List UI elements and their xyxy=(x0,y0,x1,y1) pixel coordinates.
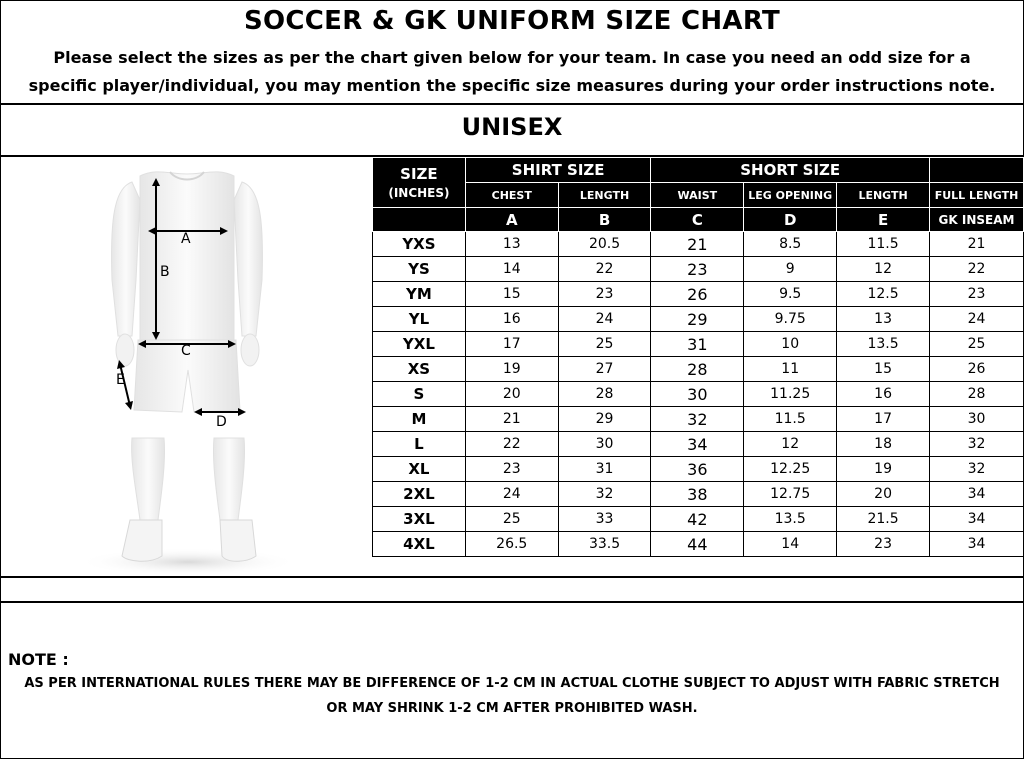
size-cell: M xyxy=(373,407,466,432)
chest-cell: 23 xyxy=(465,457,558,482)
chest-cell: 26.5 xyxy=(465,532,558,557)
gk-inseam-cell: 22 xyxy=(929,257,1023,282)
label-d: D xyxy=(216,414,227,430)
waist-cell: 32 xyxy=(651,407,744,432)
chest-cell: 17 xyxy=(465,332,558,357)
short-length-cell: 13.5 xyxy=(837,332,930,357)
note-line-2: OR MAY SHRINK 1-2 CM AFTER PROHIBITED WASH. xyxy=(326,701,698,716)
label-e: E xyxy=(116,372,125,388)
subheader-leg-opening: LEG OPENING xyxy=(744,183,837,208)
divider xyxy=(0,103,1024,105)
shirt-length-cell: 31 xyxy=(558,457,651,482)
waist-cell: 23 xyxy=(651,257,744,282)
shirt-length-cell: 22 xyxy=(558,257,651,282)
subheader-waist: WAIST xyxy=(651,183,744,208)
shirt-length-cell: 24 xyxy=(558,307,651,332)
leg-opening-cell: 9 xyxy=(744,257,837,282)
gk-inseam-cell: 21 xyxy=(929,232,1023,257)
table-row xyxy=(373,507,1024,532)
leg-opening-cell: 13.5 xyxy=(744,507,837,532)
size-table xyxy=(372,157,1024,557)
table-row xyxy=(373,307,1024,332)
waist-cell: 36 xyxy=(651,457,744,482)
waist-cell: 29 xyxy=(651,307,744,332)
label-c: C xyxy=(181,343,191,359)
short-length-cell: 12 xyxy=(837,257,930,282)
size-header xyxy=(373,158,466,208)
size-header-title: SIZE xyxy=(400,165,438,183)
table-row xyxy=(373,457,1024,482)
short-length-cell: 20 xyxy=(837,482,930,507)
chest-cell: 13 xyxy=(465,232,558,257)
leg-opening-cell: 11.5 xyxy=(744,407,837,432)
size-cell: XS xyxy=(373,357,466,382)
size-cell: YS xyxy=(373,257,466,282)
table-row xyxy=(373,382,1024,407)
shirt-length-cell: 23 xyxy=(558,282,651,307)
waist-cell: 21 xyxy=(651,232,744,257)
leg-opening-cell: 12 xyxy=(744,432,837,457)
subheader-shirt-length: LENGTH xyxy=(558,183,651,208)
letter-a: A xyxy=(465,208,558,232)
leg-opening-cell: 11.25 xyxy=(744,382,837,407)
waist-cell: 31 xyxy=(651,332,744,357)
waist-cell: 26 xyxy=(651,282,744,307)
shirt-length-cell: 25 xyxy=(558,332,651,357)
short-length-cell: 18 xyxy=(837,432,930,457)
note-label: NOTE : xyxy=(8,650,69,669)
label-a: A xyxy=(181,231,191,247)
size-cell: 4XL xyxy=(373,532,466,557)
letter-c: C xyxy=(651,208,744,232)
waist-cell: 38 xyxy=(651,482,744,507)
size-cell: L xyxy=(373,432,466,457)
leg-opening-cell: 12.75 xyxy=(744,482,837,507)
short-length-cell: 15 xyxy=(837,357,930,382)
short-length-cell: 17 xyxy=(837,407,930,432)
gk-inseam-cell: 24 xyxy=(929,307,1023,332)
gk-inseam-cell: 32 xyxy=(929,457,1023,482)
divider xyxy=(0,576,1024,578)
shirt-length-cell: 20.5 xyxy=(558,232,651,257)
table-row xyxy=(373,532,1024,557)
shirt-length-cell: 28 xyxy=(558,382,651,407)
short-length-cell: 23 xyxy=(837,532,930,557)
waist-cell: 30 xyxy=(651,382,744,407)
chest-cell: 15 xyxy=(465,282,558,307)
letter-e: E xyxy=(837,208,930,232)
chest-cell: 14 xyxy=(465,257,558,282)
short-length-cell: 21.5 xyxy=(837,507,930,532)
size-cell: XL xyxy=(373,457,466,482)
extra-group-header xyxy=(929,158,1023,183)
short-length-cell: 19 xyxy=(837,457,930,482)
table-row xyxy=(373,257,1024,282)
shirt-length-cell: 30 xyxy=(558,432,651,457)
leg-opening-cell: 9.75 xyxy=(744,307,837,332)
table-row xyxy=(373,482,1024,507)
letter-b: B xyxy=(558,208,651,232)
chest-cell: 21 xyxy=(465,407,558,432)
letter-header-blank xyxy=(373,208,466,232)
leg-opening-cell: 11 xyxy=(744,357,837,382)
subheader-chest: CHEST xyxy=(465,183,558,208)
chest-cell: 20 xyxy=(465,382,558,407)
leg-opening-cell: 10 xyxy=(744,332,837,357)
short-length-cell: 16 xyxy=(837,382,930,407)
waist-cell: 42 xyxy=(651,507,744,532)
table-row xyxy=(373,232,1024,257)
table-row xyxy=(373,407,1024,432)
short-length-cell: 11.5 xyxy=(837,232,930,257)
gk-inseam-header: GK INSEAM xyxy=(929,208,1023,232)
size-cell: YM xyxy=(373,282,466,307)
chest-cell: 22 xyxy=(465,432,558,457)
shirt-length-cell: 27 xyxy=(558,357,651,382)
gk-inseam-cell: 26 xyxy=(929,357,1023,382)
table-row xyxy=(373,282,1024,307)
gk-inseam-cell: 34 xyxy=(929,532,1023,557)
leg-opening-cell: 8.5 xyxy=(744,232,837,257)
waist-cell: 44 xyxy=(651,532,744,557)
subheader-full-length: FULL LENGTH xyxy=(929,183,1023,208)
table-row xyxy=(373,357,1024,382)
letter-d: D xyxy=(744,208,837,232)
size-cell: 3XL xyxy=(373,507,466,532)
gk-inseam-cell: 34 xyxy=(929,482,1023,507)
shirt-size-header: SHIRT SIZE xyxy=(465,158,651,183)
section-title: UNISEX xyxy=(461,113,563,141)
size-cell: S xyxy=(373,382,466,407)
size-header-unit: (INCHES) xyxy=(388,186,450,200)
size-cell: YL xyxy=(373,307,466,332)
table-row xyxy=(373,432,1024,457)
shirt-length-cell: 32 xyxy=(558,482,651,507)
size-cell: YXS xyxy=(373,232,466,257)
leg-opening-cell: 12.25 xyxy=(744,457,837,482)
note-line-1: AS PER INTERNATIONAL RULES THERE MAY BE DIFFERENCE OF 1-2 CM IN ACTUAL CLOTHE SUBJECT TO ADJUST WITH FABRIC STRETCH xyxy=(24,676,1000,691)
chest-cell: 19 xyxy=(465,357,558,382)
page-title: SOCCER & GK UNIFORM SIZE CHART xyxy=(243,6,781,36)
chest-cell: 24 xyxy=(465,482,558,507)
size-cell: YXL xyxy=(373,332,466,357)
uniform-figure xyxy=(70,160,350,580)
short-length-cell: 12.5 xyxy=(837,282,930,307)
subheader-short-length: LENGTH xyxy=(837,183,930,208)
chest-cell: 25 xyxy=(465,507,558,532)
waist-cell: 34 xyxy=(651,432,744,457)
gk-inseam-cell: 23 xyxy=(929,282,1023,307)
gk-inseam-cell: 34 xyxy=(929,507,1023,532)
gk-inseam-cell: 30 xyxy=(929,407,1023,432)
short-length-cell: 13 xyxy=(837,307,930,332)
shirt-length-cell: 29 xyxy=(558,407,651,432)
shirt-length-cell: 33.5 xyxy=(558,532,651,557)
size-cell: 2XL xyxy=(373,482,466,507)
leg-opening-cell: 14 xyxy=(744,532,837,557)
table-row xyxy=(373,332,1024,357)
gk-inseam-cell: 25 xyxy=(929,332,1023,357)
gk-inseam-cell: 28 xyxy=(929,382,1023,407)
chest-cell: 16 xyxy=(465,307,558,332)
shirt-length-cell: 33 xyxy=(558,507,651,532)
short-size-header: SHORT SIZE xyxy=(651,158,930,183)
waist-cell: 28 xyxy=(651,357,744,382)
label-b: B xyxy=(160,264,170,280)
size-rows xyxy=(373,232,1024,557)
gk-inseam-cell: 32 xyxy=(929,432,1023,457)
divider xyxy=(0,601,1024,603)
page-subtitle: Please select the sizes as per the chart given below for your team. In case you need an odd size for a specific player/individual, you may mention the specific size measures during your order instructions note. xyxy=(28,48,996,95)
note-text xyxy=(10,671,1014,721)
leg-opening-cell: 9.5 xyxy=(744,282,837,307)
